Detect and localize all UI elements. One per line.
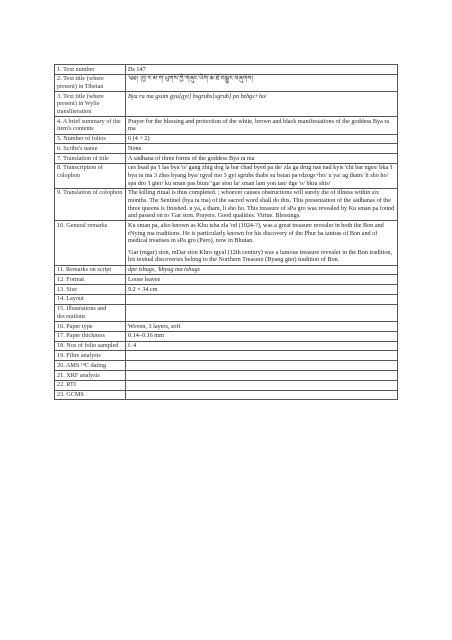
remarks-paragraph: 'Gar (mgar) ston, mDar ston Khro rgyal (12th century) was a famous treasure revealer in the Bon tradition, his textual discoveries belong to the Northern Treasure (Byang gter) tradition of Bon. xyxy=(128,248,393,264)
tibetan-title: ༄༅། །བྱ་ར་མ་ག་ཡུགས་ཀྱི་གཞུང་ཡིག་ཆ་ཐོ་བསྒྱུར་བཞུགས། xyxy=(126,74,398,91)
field-label: 8. Transcription of colophon xyxy=(55,163,126,188)
field-label: 11. Remarks on script xyxy=(55,265,126,275)
field-value: None xyxy=(126,144,398,154)
field-value: Prayer for the blessing and protection of the white, brown and black manifestations of the goddess Bya ra ma xyxy=(126,117,398,134)
field-value xyxy=(126,294,398,304)
table-row xyxy=(55,144,398,154)
table-row xyxy=(55,294,398,304)
table-row xyxy=(55,134,398,144)
field-value: 9.2 × 34 cm xyxy=(126,285,398,295)
field-value xyxy=(126,380,398,390)
field-label: 15. Illustrations and decorations xyxy=(55,304,126,321)
field-value: Woven, 3 layers, soft xyxy=(126,322,398,332)
table-row xyxy=(55,188,398,221)
field-value: dpe tshugs, 'khyug ma tshugs xyxy=(126,265,398,275)
table-row xyxy=(55,304,398,321)
table-row xyxy=(55,285,398,295)
table-row xyxy=(55,74,398,91)
table-row xyxy=(55,331,398,341)
table-row xyxy=(55,275,398,285)
field-label: 13. Size xyxy=(55,285,126,295)
table-row xyxy=(55,380,398,390)
colophon-translation: The killing ritual is thus completed. ; whoever causes obstructions will surely die of illness within six months. The Sentinel (bya ra ma) of the sacred word shall do this. This presentation of the sādhanas of the three queens is finished. u ya, a tham, li sho ho. This treasure of sPa gro was revealed by Ku sman pa found and passed on to 'Gar ston. Prayers. Good qualities. Virtue. Blessings. xyxy=(126,188,398,221)
field-label: 14. Layout xyxy=(55,294,126,304)
field-value xyxy=(126,351,398,361)
field-label: 18. Nos of folio sampled xyxy=(55,341,126,351)
field-label: 2. Text title (where present) in Tibetan xyxy=(55,74,126,91)
field-label: 16. Paper type xyxy=(55,322,126,332)
table-row xyxy=(55,341,398,351)
field-value: 0.14–0.16 mm xyxy=(126,331,398,341)
field-label: 10. General remarks xyxy=(55,221,126,265)
general-remarks xyxy=(126,221,398,265)
field-label: 21. XRF analysis xyxy=(55,370,126,380)
table-row xyxy=(55,92,398,117)
field-label: 12. Format xyxy=(55,275,126,285)
table-row xyxy=(55,65,398,75)
field-label: 9. Translation of colophon xyxy=(55,188,126,221)
table-row xyxy=(55,370,398,380)
field-value: A sādhana of three forms of the goddess Bya ra ma xyxy=(126,154,398,164)
field-label: 23. GCMS xyxy=(55,390,126,400)
table-row xyxy=(55,265,398,275)
field-value xyxy=(126,361,398,371)
metadata-table xyxy=(54,64,398,400)
table-row xyxy=(55,221,398,265)
table-row xyxy=(55,390,398,400)
field-label: 3. Text title (where present) in Wylie transliteration xyxy=(55,92,126,117)
table-row xyxy=(55,117,398,134)
table-row xyxy=(55,163,398,188)
field-value: f. 4 xyxy=(126,341,398,351)
field-value xyxy=(126,304,398,321)
field-label: 4. A brief summary of the item's contents xyxy=(55,117,126,134)
field-label: 20. AMS ¹⁴C dating xyxy=(55,361,126,371)
field-value xyxy=(126,370,398,380)
field-value: Loose leaves xyxy=(126,275,398,285)
table-row xyxy=(55,322,398,332)
table-row xyxy=(55,361,398,371)
wylie-title: Bya ra ma gsum gyu[gyi] bsgrubs[sgrub] pa bzhgs+ho/ xyxy=(126,92,398,117)
field-label: 6. Scribe's name xyxy=(55,144,126,154)
colophon-transcription: ces bsad pa 'i las bya 'o/ gang zhig dog la bar chad byed pa de/ zla ga drug nas nad kyis 'chi bar nges/ bka 'i bya ra ma 3 zhes byang bya/ rgyal mo 3 gyi sgrubs thabs su bstan pa rdzogs+ho/ u ya/ ag tham/ li sho ho/ spa dro 'i gter/ ku sman pas btun/ 'gar ston la/ sman lam yon tan/ dge 'o/ bkra shis/ xyxy=(126,163,398,188)
field-value: 6 (4 + 2) xyxy=(126,134,398,144)
field-label: 19. Fibre analysis xyxy=(55,351,126,361)
field-value: Ds 147 xyxy=(126,65,398,75)
remarks-paragraph: Ku sman pa, also known as Khu tsha zla 'od (1024-?), was a great treasure revealer in both the Bon and rNying ma traditions. He is particularly known for his discovery of the Phur ba tantras of Bon and of medical treatises in sPa gro (Paro), now in Bhutan. xyxy=(128,221,384,245)
field-label: 7. Translation of title xyxy=(55,154,126,164)
field-value xyxy=(126,390,398,400)
field-label: 5. Number of folios xyxy=(55,134,126,144)
field-label: 1. Text number xyxy=(55,65,126,75)
table-row xyxy=(55,154,398,164)
field-label: 22. RTI xyxy=(55,380,126,390)
table-row xyxy=(55,351,398,361)
field-label: 17. Paper thickness xyxy=(55,331,126,341)
